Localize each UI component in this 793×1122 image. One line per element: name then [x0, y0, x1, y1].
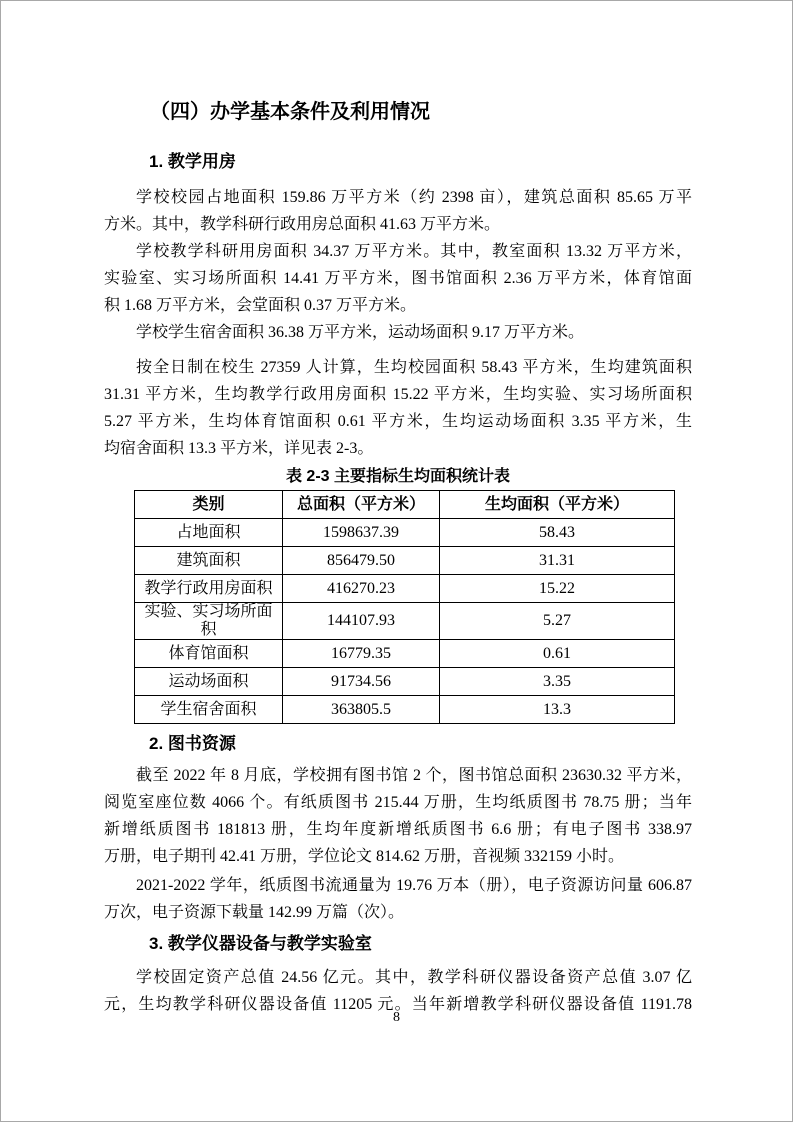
- table-cell: 144107.93: [283, 603, 440, 640]
- per-student-area-table: [134, 490, 675, 724]
- table-row: [135, 696, 675, 724]
- table-cell: 13.3: [440, 696, 675, 724]
- table-cell: 学生宿舍面积: [135, 696, 283, 724]
- text-line: 5.27 平方米，生均体育馆面积 0.61 平方米，生均运动场面积 3.35 平方米，生: [104, 413, 692, 430]
- table-row: [135, 603, 675, 640]
- text-line: 元，生均教学科研仪器设备值 11205 元。当年新增教学科研仪器设备值 1191.78: [104, 996, 692, 1013]
- text-line: 万册，电子期刊 42.41 万册，学位论文 814.62 万册，音视频 332159 小时。: [104, 848, 625, 865]
- paragraph: [104, 319, 692, 346]
- text-line: 实验室、实习场所面积 14.41 万平方米，图书馆面积 2.36 万平方米，体育馆面: [104, 270, 692, 287]
- page-content: [104, 1, 692, 1018]
- table-header-cell: 类别: [135, 491, 283, 519]
- text-line: 积 1.68 万平方米，会堂面积 0.37 万平方米。: [104, 297, 417, 314]
- table-cell: 16779.35: [283, 640, 440, 668]
- table-row: [135, 668, 675, 696]
- table-cell: 856479.50: [283, 547, 440, 575]
- subsection-title-teaching-rooms: 1. 教学用房: [149, 152, 236, 171]
- text-line: 均宿舍面积 13.3 平方米，详见表 2-3。: [104, 440, 374, 457]
- table-cell: 3.35: [440, 668, 675, 696]
- text-line: 学校校园占地面积 159.86 万平方米（约 2398 亩），建筑总面积 85.65 万平: [136, 189, 692, 206]
- section-heading: （四）办学基本条件及利用情况: [150, 101, 430, 123]
- table-cell: 363805.5: [283, 696, 440, 724]
- text-line: 万次，电子资源下载量 142.99 万篇（次）。: [104, 904, 405, 921]
- table-header-row: [135, 491, 675, 519]
- table-row: [135, 575, 675, 603]
- table-cell: 占地面积: [135, 519, 283, 547]
- subsection-title-teaching-equipment: 3. 教学仪器设备与教学实验室: [149, 934, 372, 953]
- text-line: 方米。其中，教学科研行政用房总面积 41.63 万平方米。: [104, 216, 501, 233]
- paragraph: [104, 184, 692, 238]
- text-line: 按全日制在校生 27359 人计算，生均校园面积 58.43 平方米，生均建筑面积: [136, 359, 692, 376]
- table-cell: 15.22: [440, 575, 675, 603]
- table-cell: 91734.56: [283, 668, 440, 696]
- table-caption: 表 2-3 主要指标生均面积统计表: [285, 468, 511, 485]
- table-row: [135, 547, 675, 575]
- paragraph: [104, 238, 692, 319]
- text-line: 学校教学科研用房面积 34.37 万平方米。其中，教室面积 13.32 万平方米，: [136, 243, 692, 260]
- table-cell: 416270.23: [283, 575, 440, 603]
- text-line: 截至 2022 年 8 月底，学校拥有图书馆 2 个，图书馆总面积 23630.32 平方米，: [136, 767, 692, 784]
- table-row: [135, 640, 675, 668]
- table-cell: 5.27: [440, 603, 675, 640]
- table-header-cell: 总面积（平方米）: [283, 491, 440, 519]
- table-cell: 运动场面积: [135, 668, 283, 696]
- text-line: 学校固定资产总值 24.56 亿元。其中，教学科研仪器设备资产总值 3.07 亿: [136, 969, 692, 986]
- text-line: 2021-2022 学年，纸质图书流通量为 19.76 万本（册），电子资源访问量 606.87: [136, 877, 692, 894]
- table-cell: 1598637.39: [283, 519, 440, 547]
- text-line: 31.31 平方米，生均教学行政用房面积 15.22 平方米，生均实验、实习场所面积: [104, 386, 692, 403]
- table-cell: 58.43: [440, 519, 675, 547]
- text-line: 学校学生宿舍面积 36.38 万平方米，运动场面积 9.17 万平方米。: [136, 324, 585, 341]
- text-line: 阅览室座位数 4066 个。有纸质图书 215.44 万册，生均纸质图书 78.75 册；当年: [104, 794, 692, 811]
- table-cell: 31.31: [440, 547, 675, 575]
- table-cell: 教学行政用房面积: [135, 575, 283, 603]
- table-cell: 体育馆面积: [135, 640, 283, 668]
- text-line: 新增纸质图书 181813 册，生均年度新增纸质图书 6.6 册；有电子图书 338.97: [104, 821, 692, 838]
- paragraph: [104, 872, 692, 926]
- subsection-title-library-resources: 2. 图书资源: [149, 734, 236, 753]
- paragraph: [104, 762, 692, 870]
- page-number: 8: [393, 1010, 400, 1025]
- table-header-cell: 生均面积（平方米）: [440, 491, 675, 519]
- paragraph: [104, 354, 692, 462]
- table-cell: 实验、实习场所面积: [135, 603, 283, 640]
- table-row: [135, 519, 675, 547]
- table-cell: 建筑面积: [135, 547, 283, 575]
- table-cell: 0.61: [440, 640, 675, 668]
